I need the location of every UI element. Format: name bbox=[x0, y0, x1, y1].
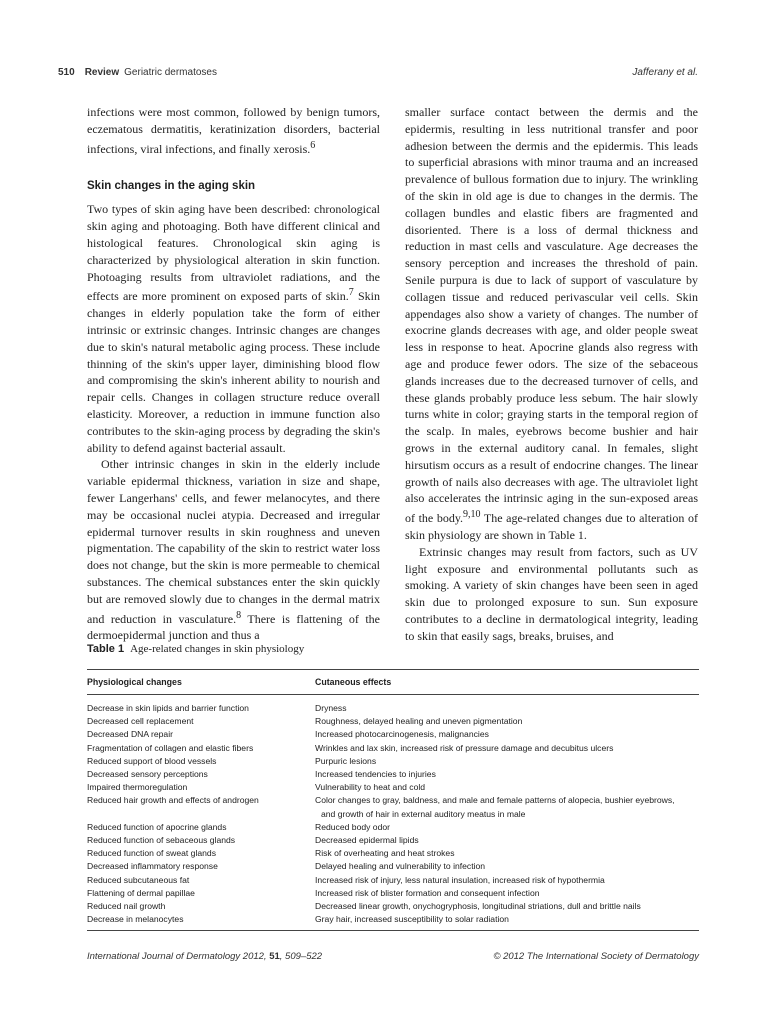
table-cell-effect-text: Purpuric lesions bbox=[315, 755, 377, 766]
table-cell-effect bbox=[315, 728, 699, 741]
table-row bbox=[87, 834, 699, 847]
table-cell-change: Reduced function of sweat glands bbox=[87, 848, 216, 859]
table-row bbox=[87, 781, 699, 794]
table-caption-text: Age-related changes in skin physiology bbox=[130, 643, 305, 655]
table-cell-effect-text: Dryness bbox=[315, 703, 347, 713]
paragraph bbox=[405, 104, 698, 544]
journal-citation bbox=[87, 951, 322, 962]
table-label: Table 1 bbox=[87, 643, 125, 655]
table-row bbox=[87, 755, 699, 768]
paragraph bbox=[87, 456, 380, 644]
table-cell-change: Decrease in skin lipids and barrier function bbox=[87, 703, 249, 713]
table-cell-effect bbox=[315, 913, 699, 926]
table-cell-effect-text: Delayed healing and vulnerability to infection bbox=[315, 861, 486, 872]
paragraph-text: Skin changes in elderly population take the form of either intrinsic or extrinsic changes. Intrinsic changes are changes due to skin's natural metabolic aging process. These include thinning of the skin's upper layer, diminishing blood flow and compromising the skin's inherent ability to nourish and repair cells. Changes in collagen structure reduce overall elasticity. Moreover, a reduction in immune function also contributes to the skin-aging process by degrading the skin's ability to defend against bacterial assault. bbox=[87, 289, 380, 455]
table-cell-effect bbox=[315, 847, 699, 860]
running-authors: Jafferany et al. bbox=[632, 67, 698, 78]
table-row bbox=[87, 887, 699, 900]
paragraph-text: The age-related changes due to alteration of skin physiology are shown in Table 1. bbox=[405, 511, 698, 542]
paragraph bbox=[87, 104, 380, 157]
table-cell-effect bbox=[315, 887, 699, 900]
table-cell-effect-text: Decreased linear growth, onychogryphosis, longitudinal striations, dull and brittle nails bbox=[315, 901, 641, 912]
table-cell-effect-text: Decreased epidermal lipids bbox=[315, 835, 419, 846]
table-row bbox=[87, 794, 699, 820]
table-cell-effect-text: Wrinkles and lax skin, increased risk of pressure damage and decubitus ulcers bbox=[315, 742, 614, 753]
column-header-cutaneous-effects: Cutaneous effects bbox=[315, 677, 392, 687]
reference-superscript: 8 bbox=[236, 609, 242, 621]
paragraph-text: smaller surface contact between the dermis and the epidermis, resulting in less nutritional transfer and poor adhesion between the dermis and the epidermis. This leads to superficial abrasions with minor trauma and an increased prevalence of bullous formation due to injury. The wrinkling of the skin in old age is due to changes in the dermis. The collagen bundles and elastic fibers are fragmented and disoriented. There is a loss of dermal thickness and reduction in mast cells and vasculature. Age decreases the sensory perception and increases the threshold of pain. Senile purpura is due to lack of support of vasculature by collagen tissue and reduced perivascular veil cells. Skin appendages also show a variety of changes. The number of exocrine glands decreases with age, and older people sweat less in response to heat. Apocrine glands also regress with age and produce fewer odors. The size of the sebaceous glands increases due to the decreased turnover of cells, and these glands probably produce less sebum. The hair slowly turns white in color; graying starts in the temporal region of the scalp. In males, eyebrows become bushier and hair grows in the external auditory canal. In females, slight hirsutism occurs as a result of endocrine changes. The linear growth of nails also decreases with age. The ultraviolet light also accelerates the intrinsic aging in the sun-exposed areas of the body. bbox=[405, 105, 698, 526]
table-cell-effect bbox=[315, 755, 699, 768]
table-row bbox=[87, 702, 699, 715]
paragraph-text: infections were most common, followed by benign tumors, eczematous dermatitis, keratinization disorders, bacterial infections, viral infections, and finally xerosis. bbox=[87, 105, 380, 156]
table-cell-change: Decreased cell replacement bbox=[87, 716, 194, 727]
table-cell-change: Reduced nail growth bbox=[87, 901, 166, 912]
table-cell-change: Reduced hair growth and effects of androgen bbox=[87, 795, 259, 806]
table-cell-change: Reduced function of sebaceous glands bbox=[87, 835, 236, 846]
table-row bbox=[87, 742, 699, 755]
table-caption bbox=[87, 643, 699, 655]
reference-superscript: 6 bbox=[310, 139, 316, 151]
reference-superscript: 7 bbox=[348, 287, 354, 299]
table-row bbox=[87, 860, 699, 873]
table-cell-effect-text: Risk of overheating and heat strokes bbox=[315, 848, 455, 859]
table-cell-effect-text: Increased photocarcinogenesis, malignancies bbox=[315, 729, 489, 740]
table-cell-effect-text: Roughness, delayed healing and uneven pigmentation bbox=[315, 716, 523, 727]
table-row bbox=[87, 847, 699, 860]
table-age-related-changes bbox=[87, 669, 699, 931]
journal-pages: , 509–522 bbox=[279, 951, 323, 962]
right-column bbox=[405, 104, 698, 645]
table-cell-effect bbox=[315, 900, 699, 913]
table-row bbox=[87, 768, 699, 781]
table-cell-change: Reduced subcutaneous fat bbox=[87, 874, 190, 885]
table-cell-change: Reduced function of apocrine glands bbox=[87, 821, 227, 832]
paragraph-text: Two types of skin aging have been described: chronological skin aging and photoaging. Both have different clinical and histological features. Chronological skin aging is characterized by physiological alteration in skin function. Photoaging results from ultraviolet radiations, and the effects are more prominent on exposed parts of skin. bbox=[87, 202, 380, 304]
paragraph-text: Other intrinsic changes in skin in the elderly include variable epidermal thickness, variation in size and shape, fewer Langerhans' cells, and fewer melanocytes, and there may be occasional nuclei atypia. Decreased and irregular epidermal turnover results in skin roughness and uneven pigmentation. The capability of the skin to restrict water loss does not change, but the skin is more permeable to chemical substances. The chemical substances enter the skin quickly but are removed slowly due to changes in the dermal matrix and reduction in vasculature. bbox=[87, 457, 380, 626]
table-cell-change: Decrease in melanocytes bbox=[87, 914, 184, 925]
paragraph-text: Extrinsic changes may result from factors, such as UV light exposure and environmental pollutants such as smoking. A variety of skin changes have been seen in aged skin due to prolonged exposure to sun. Sun exposure contributes to a decline in dermatological integrity, leading to skin that easily sags, breaks, bruises, and bbox=[405, 544, 698, 643]
table-cell-effect bbox=[315, 794, 699, 820]
table-cell-change: Decreased DNA repair bbox=[87, 729, 173, 740]
section-topic: Geriatric dermatoses bbox=[124, 67, 217, 78]
table-cell-effect bbox=[315, 860, 699, 873]
table-cell-effect-continuation: and growth of hair in external auditory meatus in male bbox=[321, 808, 526, 819]
table-cell-effect-text: Color changes to gray, baldness, and male and female patterns of alopecia, bushier eyebrows, bbox=[315, 795, 675, 806]
table-cell-effect-text: Vulnerability to heat and cold bbox=[315, 782, 426, 793]
table-cell-change: Decreased inflammatory response bbox=[87, 861, 218, 872]
table-cell-change: Reduced support of blood vessels bbox=[87, 755, 217, 766]
table-header-row bbox=[87, 670, 699, 695]
table-cell-effect-text: Increased risk of blister formation and consequent infection bbox=[315, 887, 540, 898]
journal-name: International Journal of Dermatology 2012, bbox=[87, 951, 267, 962]
table-cell-effect-text: Gray hair, increased susceptibility to solar radiation bbox=[315, 914, 509, 925]
table-cell-change: Impaired thermoregulation bbox=[87, 782, 188, 793]
running-header bbox=[58, 67, 698, 81]
table-cell-effect bbox=[315, 834, 699, 847]
table-cell-effect bbox=[315, 781, 699, 794]
table-cell-effect bbox=[315, 874, 699, 887]
table-cell-effect-text: Increased tendencies to injuries bbox=[315, 769, 436, 780]
paragraph bbox=[405, 544, 698, 645]
table-cell-effect bbox=[315, 821, 699, 834]
table-cell-effect bbox=[315, 768, 699, 781]
column-header-physiological-changes: Physiological changes bbox=[87, 677, 182, 687]
table-row bbox=[87, 900, 699, 913]
table-row bbox=[87, 874, 699, 887]
table-row bbox=[87, 821, 699, 834]
table-body bbox=[87, 695, 699, 931]
paragraph bbox=[87, 201, 380, 456]
page-footer bbox=[87, 951, 699, 965]
table-cell-change: Fragmentation of collagen and elastic fibers bbox=[87, 742, 254, 753]
page-number: 510 bbox=[58, 67, 75, 78]
section-heading: Skin changes in the aging skin bbox=[87, 180, 256, 193]
reference-superscript: 9,10 bbox=[463, 509, 481, 521]
table-cell-effect-text: Increased risk of injury, less natural insulation, increased risk of hypothermia bbox=[315, 874, 605, 885]
table-cell-change: Flattening of dermal papillae bbox=[87, 887, 195, 898]
table-row bbox=[87, 728, 699, 741]
table-cell-effect bbox=[315, 702, 699, 715]
table-cell-effect bbox=[315, 742, 699, 755]
table-cell-effect-text: Reduced body odor bbox=[315, 821, 391, 832]
table-cell-change: Decreased sensory perceptions bbox=[87, 769, 208, 780]
journal-volume: 51 bbox=[269, 951, 280, 962]
copyright: © 2012 The International Society of Dermatology bbox=[493, 951, 699, 962]
section-label: Review bbox=[84, 67, 120, 78]
paragraph-text: There is flattening of the dermoepidermal junction and thus a bbox=[87, 611, 380, 643]
left-column bbox=[87, 104, 380, 644]
table-row bbox=[87, 913, 699, 926]
table-cell-effect bbox=[315, 715, 699, 728]
table-row bbox=[87, 715, 699, 728]
